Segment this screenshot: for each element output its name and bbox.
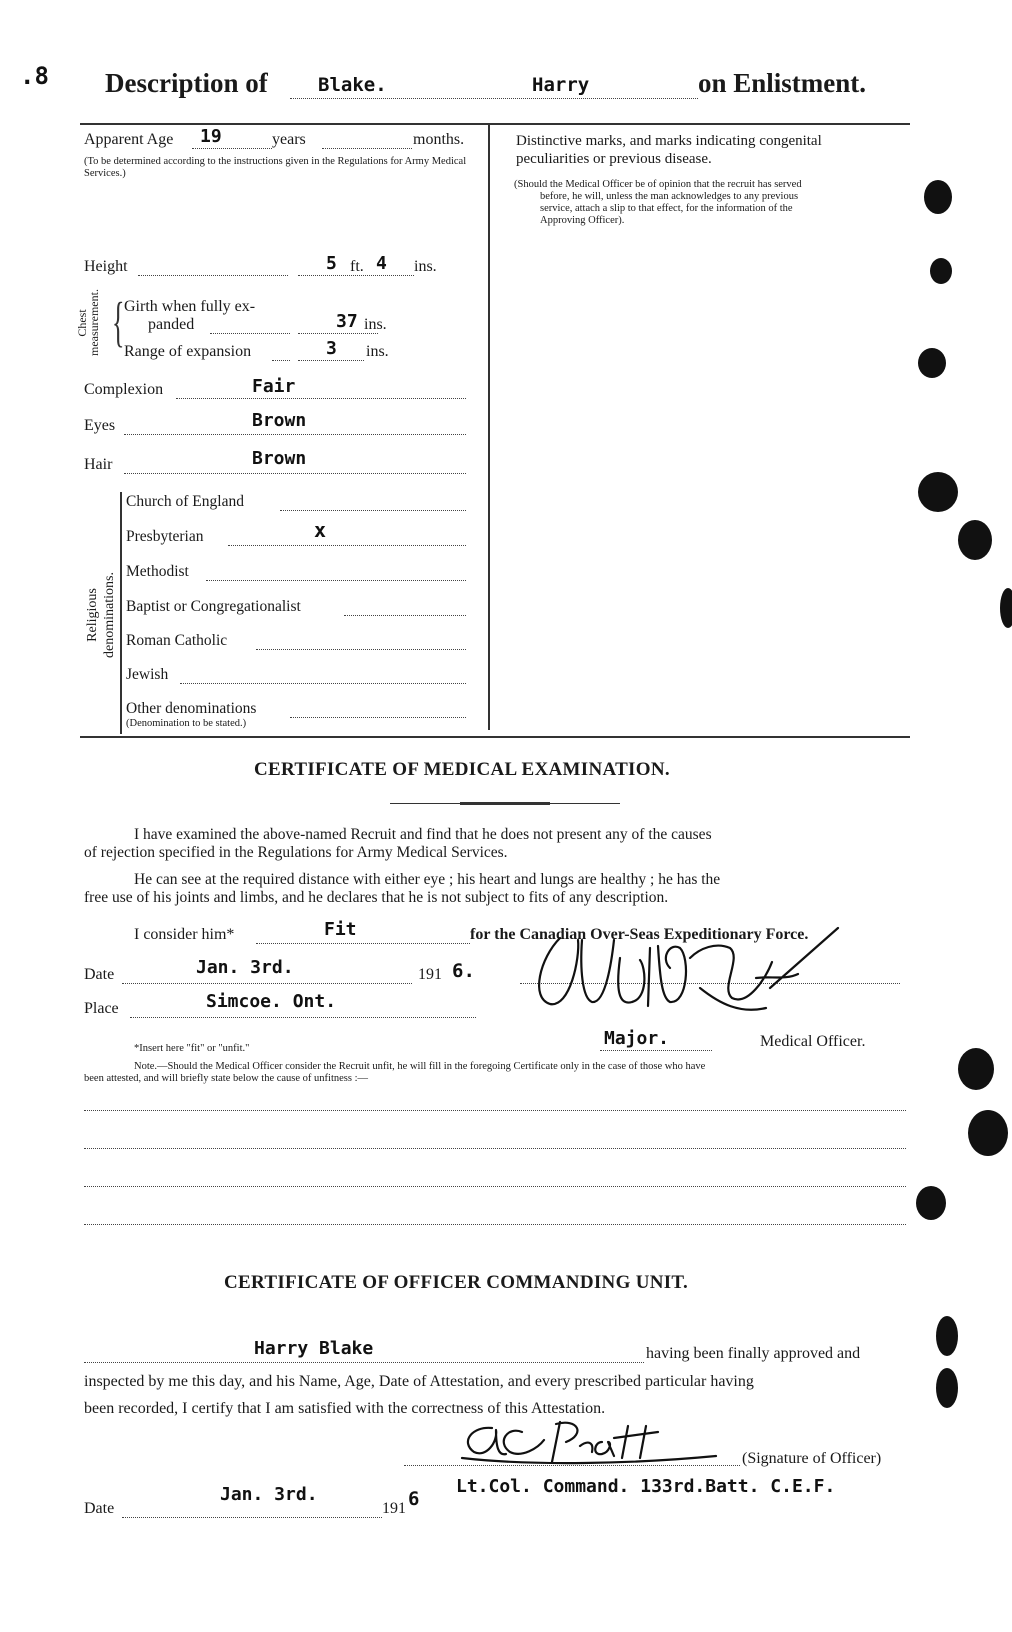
commanding-date-label: Date <box>84 1500 115 1517</box>
medical-para2-line2: free use of his joints and limbs, and he declares that he is not subject to fits of any description. <box>84 889 669 906</box>
commanding-title: CERTIFICATE OF OFFICER COMMANDING UNIT. <box>224 1272 689 1293</box>
medical-para1-line1: I have examined the above-named Recruit and find that he does not present any of the causes <box>134 826 712 843</box>
chest-brace: { <box>112 291 125 353</box>
height-label: Height <box>84 258 128 275</box>
range-label: Range of expansion <box>124 343 252 360</box>
commanding-year-digit: 6 <box>408 1488 420 1510</box>
religion-roman-catholic: Roman Catholic <box>126 632 228 649</box>
medical-year-prefix: 191 <box>418 966 442 983</box>
medical-title: CERTIFICATE OF MEDICAL EXAMINATION. <box>254 759 670 780</box>
medical-para2-line1: He can see at the required distance with either eye ; his heart and lungs are healthy ; he has the <box>134 871 721 888</box>
marks-label: Distinctive marks, and marks indicating congenital <box>516 133 822 149</box>
age-note: (To be determined according to the instructions given in the Regulations for Army Medical Services.) <box>84 156 467 179</box>
religion-bracket <box>120 492 122 734</box>
signature-label: (Signature of Officer) <box>742 1450 882 1467</box>
unfitness-line-2 <box>84 1148 906 1149</box>
complexion-label: Complexion <box>84 381 164 398</box>
medical-year-digit: 6. <box>452 960 475 982</box>
height-inches-value: 4 <box>376 253 387 274</box>
religion-presbyterian: Presbyterian <box>126 528 204 545</box>
commanding-line3: been recorded, I certify that I am satisfied with the correctness of this Attestation. <box>84 1400 606 1417</box>
hair-value: Brown <box>252 448 307 469</box>
unfitness-line-4 <box>84 1224 906 1225</box>
force-label: for the Canadian Over-Seas Expeditionary Force. <box>470 926 809 943</box>
religion-label: Religious denominations. <box>85 572 117 658</box>
commanding-line1: having been finally approved and <box>646 1345 861 1362</box>
religion-church-of-england: Church of England <box>126 493 244 510</box>
column-divider <box>488 124 490 730</box>
complexion-value: Fair <box>252 376 296 397</box>
table-bottom-rule <box>80 736 910 738</box>
range-value: 3 <box>326 338 337 359</box>
marks-note-4: Approving Officer). <box>540 215 625 226</box>
hair-label: Hair <box>84 456 113 473</box>
chest-measurement-label: Chest measurement. <box>75 289 101 356</box>
years-label: years <box>272 131 306 148</box>
age-label: Apparent Age <box>84 131 174 148</box>
page-mark: .8 <box>20 62 49 90</box>
unfitness-line-1 <box>84 1110 906 1111</box>
unfit-note-line1: Note.—Should the Medical Officer consider the Recruit unfit, he will fill in the foregoing Certificate only in the case of those who have <box>134 1061 706 1072</box>
eyes-value: Brown <box>252 410 307 431</box>
medical-date-value: Jan. 3rd. <box>196 957 294 978</box>
medical-date-label: Date <box>84 966 115 983</box>
insert-note: *Insert here "fit" or "unfit." <box>134 1043 250 1054</box>
eyes-label: Eyes <box>84 417 116 434</box>
age-value: 19 <box>200 126 222 147</box>
commanding-officer-signature <box>452 1412 732 1472</box>
months-label: months. <box>413 131 465 148</box>
medical-para1-line2: of rejection specified in the Regulations for Army Medical Services. <box>84 844 508 861</box>
commanding-year-prefix: 191 <box>382 1500 406 1517</box>
consider-label: I consider him* <box>134 926 235 943</box>
commanding-officer-title: Lt.Col. Command. 133rd.Batt. C.E.F. <box>456 1476 836 1497</box>
other-denomination-note: (Denomination to be stated.) <box>126 718 247 729</box>
girth-unit: ins. <box>364 316 387 333</box>
recruit-name-value: Harry Blake <box>254 1338 374 1359</box>
unfitness-line-3 <box>84 1186 906 1187</box>
unfit-note-line2: been attested, and will briefly state below the cause of unfitness :— <box>84 1073 368 1084</box>
religion-jewish: Jewish <box>126 666 169 683</box>
religion-methodist: Methodist <box>126 563 189 580</box>
girth-label-cont: panded <box>148 316 195 333</box>
religion-other: Other denominations <box>126 700 257 717</box>
presbyterian-mark: x <box>314 518 327 542</box>
medical-officer-rank: Major. <box>604 1028 670 1049</box>
commanding-line2: inspected by me this day, and his Name, Age, Date of Attestation, and every prescribed particular having <box>84 1373 754 1390</box>
range-unit: ins. <box>366 343 389 360</box>
medical-officer-signature <box>520 918 850 1028</box>
top-rule <box>80 123 910 125</box>
header-prefix: Description of <box>105 68 268 98</box>
header-suffix: on Enlistment. <box>698 68 867 98</box>
girth-label: Girth when fully ex- <box>124 298 256 315</box>
height-ins-label: ins. <box>414 258 437 275</box>
marks-note-1: (Should the Medical Officer be of opinion that the recruit has served <box>514 179 802 190</box>
girth-value: 37 <box>336 311 358 332</box>
place-label: Place <box>84 1000 119 1017</box>
marks-label-cont: peculiarities or previous disease. <box>516 151 712 167</box>
religion-baptist: Baptist or Congregationalist <box>126 598 301 615</box>
ft-label: ft. <box>350 258 364 275</box>
place-value: Simcoe. Ont. <box>206 991 337 1012</box>
commanding-date-value: Jan. 3rd. <box>220 1484 318 1505</box>
height-feet-value: 5 <box>326 253 337 274</box>
marks-note-2: before, he will, unless the man acknowledges to any previous <box>540 191 799 202</box>
medical-officer-label: Medical Officer. <box>760 1033 866 1050</box>
fitness-value: Fit <box>324 919 357 940</box>
marks-note-3: service, attach a slip to that effect, for the information of the <box>540 203 793 214</box>
surname-value: Blake. <box>318 74 387 96</box>
given-name-value: Harry <box>532 74 590 96</box>
